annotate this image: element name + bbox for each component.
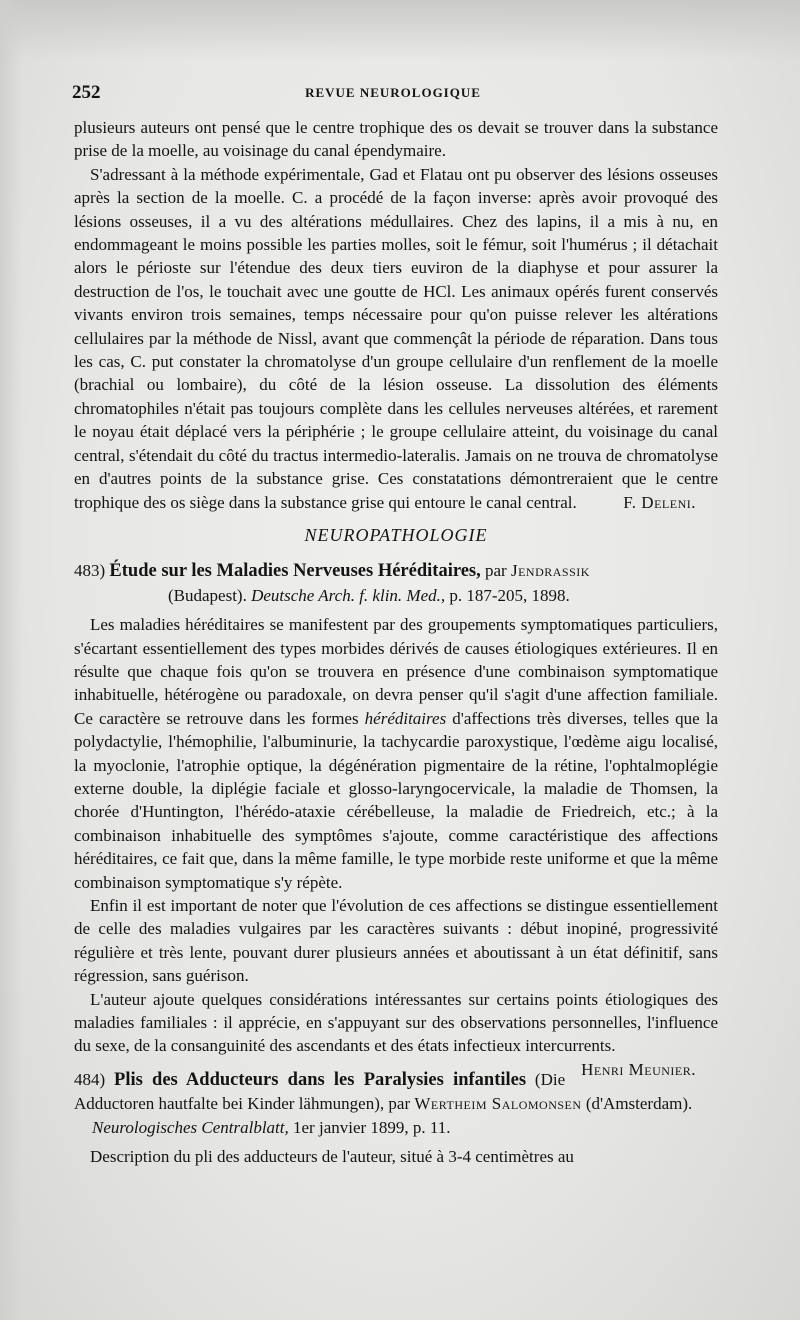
entry-location: (d'Amsterdam). (585, 1094, 693, 1114)
page-body (74, 116, 718, 1168)
italic-term: héréditaires (364, 708, 447, 728)
paragraph-text: L'auteur ajoute quelques considérations intéressantes sur certains points étiologiques des maladies familiales : il apprécie, en s'appuyant sur des observations personnelles, l'influence du sexe, de la consanguinité des ascendants et des états infectieux intercurrents. (74, 989, 718, 1056)
review-signature: Henri Meunier. (581, 1059, 696, 1079)
page-header (72, 82, 714, 106)
page-number: 252 (72, 82, 101, 103)
entry-number: 484) (74, 1069, 106, 1089)
entry-number: 483) (74, 561, 106, 581)
entry-author: Wertheim Salomonsen (414, 1094, 582, 1114)
entry-484 (74, 1068, 718, 1169)
continued-paragraph-2 (74, 163, 718, 514)
paragraph-text: d'affections très diverses, telles que la polydactylie, l'hémophilie, l'albuminurie, la tachycardie paroxystique, l'œdème aigu localisé, la myoclonie, l'atrophie optique, la dégénération pigmentaire de la rétine, l'ophtalmoplégie externe double, la diplégie faciale et glosso-laryngocervicale, la maladie de Thomsen, la chorée d'Huntington, l'hérédo-ataxie cérébelleuse, la maladie de Friedreich, etc.; à la combinaison inhabituelle des symptômes s'ajoute, comme caractéristique des affections héréditaires, ce fait que, dans la même famille, le type morbide reste uniforme et que la même combinaison symptomatique s'y répète. (74, 708, 719, 892)
entry-title: Plis des Adducteurs dans les Paralysies infantiles (114, 1069, 527, 1090)
entry-original-title: (Die Adductoren hautfalte bei Kinder lähmungen), par (74, 1069, 566, 1114)
entry-journal: Neurologisches Centralblatt, (92, 1117, 289, 1137)
continued-paragraph-2-text: S'adressant à la méthode expérimentale, Gad et Flatau ont pu observer des lésions osseuses après la section de la moelle. C. a procédé de la façon inverse: après avoir provoqué des lésions osseuses, il a vu des altérations médullaires. Chez des lapins, il a mis à nu, en endommageant le moins possible les parties molles, soit le fémur, soit l'humérus ; il détachait alors le périoste sur l'étendue des deux tiers euviron de la diaphyse et pour assurer la destruction de l'os, le touchait avec une goutte de HCl. Les animaux opérés furent conservés vivants environ trois semaines, temps nécessaire pour qu'on puisse relever les altérations cellulaires par la méthode de Nissl, avant que commençât la période de réparation. Dans tous les cas, C. put constater la chromatolyse d'un groupe cellulaire d'un renflement de la moelle (brachial ou lombaire), du côté de la lésion osseuse. La dissolution des éléments chromatophiles n'était pas toujours complète dans les cellules nerveuses altérées, et rarement le noyau était déplacé vers la périphérie ; le groupe cellulaire atteint, du voisinage du canal central, s'étendait du côté du tractus intermedio-lateralis. Jamais on ne trouva de chromatolyse en d'autres points de la substance grise. Ces constatations démontreraient que le centre trophique des os siège dans la substance grise qui entoure le canal central. (74, 164, 718, 512)
entry-author: Jendrassik (510, 561, 590, 581)
entry-483-paragraph-1 (74, 613, 718, 894)
review-signature: F. Deleni. (623, 492, 696, 512)
entry-title: Étude sur les Maladies Nerveuses Héréditaires, (109, 561, 481, 582)
paragraph-text: Les maladies héréditaires se manifestent par des groupements symptomatiques particuliers, s'écartant essentiellement des types morbides dérivés de causes étiologiques extérieures. Il en résulte que chaque fois qu'on se trouvera en présence d'une combinaison symptomatique inhabituelle, hétérogène ou paradoxale, on devra penser qu'il s'agit d'une affection familiale. Ce caractère se retrouve dans les formes (74, 615, 718, 728)
entry-pages: p. 187-205, 1898. (449, 585, 570, 605)
entry-483-paragraph-2: Enfin il est important de noter que l'évolution de ces affections se distingue essentiellement de celle des maladies vulgaires par les caractères suivants : début inopiné, progressivité régulière et très lente, pouvant durer plusieurs années et aboutissant à un état définitif, sans régression, sans guérison. (74, 896, 718, 986)
entry-location: (Budapest). (168, 585, 247, 605)
running-title: REVUE NEUROLOGIQUE (305, 85, 481, 100)
entry-by: par (485, 561, 507, 581)
entry-journal: Deutsche Arch. f. klin. Med., (251, 585, 446, 605)
entry-484-citation (74, 1116, 718, 1139)
entry-date: 1er janvier 1899, p. 11. (293, 1117, 451, 1137)
continued-paragraph-1: plusieurs auteurs ont pensé que le centre trophique des os devait se trouver dans la substance prise de la moelle, au voisinage du canal épendymaire. (74, 118, 718, 161)
entry-483-citation (74, 584, 718, 607)
entry-484-paragraph-1: Description du pli des adducteurs de l'auteur, situé à 3-4 centimètres au (90, 1147, 574, 1167)
section-heading: NEUROPATHOLOGIE (304, 524, 488, 545)
entry-483-heading (74, 559, 718, 583)
